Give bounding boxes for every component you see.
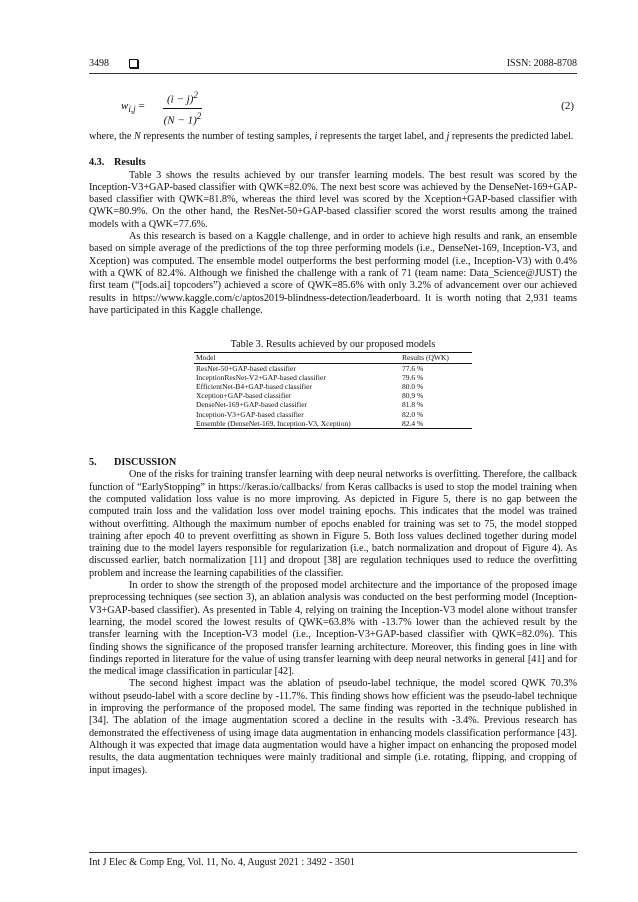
result-cell: 80.9 % xyxy=(402,391,424,401)
model-cell: Inception-V3+GAP-based classifier xyxy=(196,409,304,419)
model-cell: Xception+GAP-based classifier xyxy=(196,391,292,401)
result-cell: 79.6 % xyxy=(402,372,424,382)
equation-2 xyxy=(89,88,577,128)
discussion-section xyxy=(89,457,577,777)
discussion-heading: 5. DISCUSSION xyxy=(89,457,177,469)
result-cell: 82.4 % xyxy=(402,418,424,428)
page-footer xyxy=(89,852,577,868)
table-caption: Table 3. Results achieved by our proposed models xyxy=(230,339,436,351)
equation-lhs: $w_{i,j}$ = xyxy=(121,100,145,115)
model-cell: ResNet-50+GAP-based classifier xyxy=(196,363,296,373)
discussion-paragraph-1: One of the risks for training transfer learning with deep neural networks is overfitting. Therefore, the callback function of “EarlyStopping” in https://keras.io/callbacks/ from Keras callbacks is used to stop the model training when the computed validation loss value is no more improving. As depicted in Figure 5, there is no gap between the computed train loss and the validation loss over model training epochs. This indicates that the model was trained without overfitting. Although the maximum number of epochs enabled for training was set to 75, the model stopped training after epoch 40 to prevent overfitting as shown in Figure 5. Both loss values declined together during model training due to the model layers responsible for regularization (i.e., batch normalization and dropout of Figure 4). As discussed earlier, batch normalization [11] and dropout [38] are regulation techniques used to reduce the overfitting problem and increase the learning capabilities of the classifier. xyxy=(89,469,577,579)
table-header-row xyxy=(194,353,472,363)
page-number: 3498 xyxy=(89,58,109,69)
page-header xyxy=(89,58,577,74)
table-row xyxy=(194,391,472,400)
table-row xyxy=(194,410,472,419)
results-heading: 4.3. Results xyxy=(89,157,146,169)
discussion-paragraph-2: In order to show the strength of the proposed model architecture and the importance of the proposed image preprocessing techniques (see section 3), an ablation analysis was conducted on the best performing model (Inception-V3+GAP-based classifier). As presented in Table 4, relying on training the Inception-V3 model alone without transfer learning, the model scored the lowest results of QWK=63.8% with -13.7% lower than the achieved result by the transfer learning with the Inception-V3 model (i.e., Inception-V3+GAP-based classifier with QWK=82.0%). This finding shows the significance of the proposed transfer learning architecture. Moreover, this finding goes in line with findings reported in literature for the value of using transfer learning with deep neural networks in general [41] and for the medical image classification in particular [42]. xyxy=(89,580,577,678)
discussion-paragraph-3: The second highest impact was the ablation of pseudo-label technique, the model scored QWK 70.3% without pseudo-label with a score decline by -11.7%. This finding shows how efficient was the pseudo-label technique in improving the performance of the proposed model. The same finding was reported in the technique published in [34]. The ablation of the image augmentation scored a decline in the results with -3.4%. Previous research has demonstrated the effectiveness of using image data augmentation in enhancing models classification performance [43]. Although it was expected that image data augmentation would have a higher impact on enhancing the proposed model results, the data augmentation techniques were mainly traditional and simple (i.e. rotating, flipping, and cropping of input images). xyxy=(89,678,577,776)
model-cell: Ensemble (DenseNet-169, Inception-V3, Xception) xyxy=(196,418,351,428)
results-table xyxy=(194,352,472,429)
square-bullet-icon xyxy=(129,59,138,68)
table-row xyxy=(194,419,472,429)
column-header-results: Results (QWK) xyxy=(402,353,449,363)
model-cell: EfficientNet-B4+GAP-based classifier xyxy=(196,382,312,392)
equation-number: (2) xyxy=(561,100,574,112)
table-3 xyxy=(89,339,577,429)
main-content xyxy=(89,131,577,777)
result-cell: 77.6 % xyxy=(402,363,424,373)
model-cell: InceptionResNet-V2+GAP-based classifier xyxy=(196,372,326,382)
result-cell: 80.0 % xyxy=(402,382,424,392)
journal-citation: Int J Elec & Comp Eng, Vol. 11, No. 4, August 2021 : 3492 - 3501 xyxy=(89,857,355,868)
where-paragraph: where, the N represents the number of testing samples, i represents the target label, and j represents the predicted label. xyxy=(89,131,574,142)
equation-numerator: $(i - j)^2$ xyxy=(163,90,202,109)
result-cell: 82.0 % xyxy=(402,409,424,419)
header-left xyxy=(89,58,138,69)
column-header-model: Model xyxy=(196,353,216,363)
table-row xyxy=(194,382,472,391)
result-cell: 81.8 % xyxy=(402,400,424,410)
table-row xyxy=(194,400,472,409)
equation-denominator: $(N - 1)^2$ xyxy=(163,110,202,127)
results-paragraph-1: Table 3 shows the results achieved by our transfer learning models. The best result was scored by the Inception-V3+GAP-based classifier with QWK=82.0%. The next best score was achieved by the DenseNet-169+GAP-based classifier with QWK=81.8%, whereas the third level was scored by the Xception+GAP-based classifier with QWK=80.9%. On the other hand, the ResNet-50+GAP-based classifier scored the worst results among the trained models with a QWK=77.6%. xyxy=(89,169,577,230)
results-paragraph-2: As this research is based on a Kaggle challenge, and in order to achieve high results and rank, an ensemble based on simple average of the predictions of the top three performing models (i.e., DenseNet-169, Inception-V3, and Xception) was computed. The ensemble model outperforms the best performing model (i.e., Inception-V3) with 0.4% with a QWK of 82.4%. Although we finished the challenge with a rank of 71 (team name: Data_Science@JUST) the first team (“[ods.ai] topcoders”) achieved a score of QWK=85.6% with only 3.2% of advancement over our achieved results in https://www.kaggle.com/c/aptos2019-blindness-detection/leaderboard. It is worth noting that 2,931 teams have participated in this Kaggle challenge. xyxy=(89,231,577,316)
table-row xyxy=(194,363,472,373)
model-cell: DenseNet-169+GAP-based classifier xyxy=(196,400,308,410)
equation-fraction xyxy=(163,90,202,126)
issn: ISSN: 2088-8708 xyxy=(506,58,577,69)
table-row xyxy=(194,373,472,382)
